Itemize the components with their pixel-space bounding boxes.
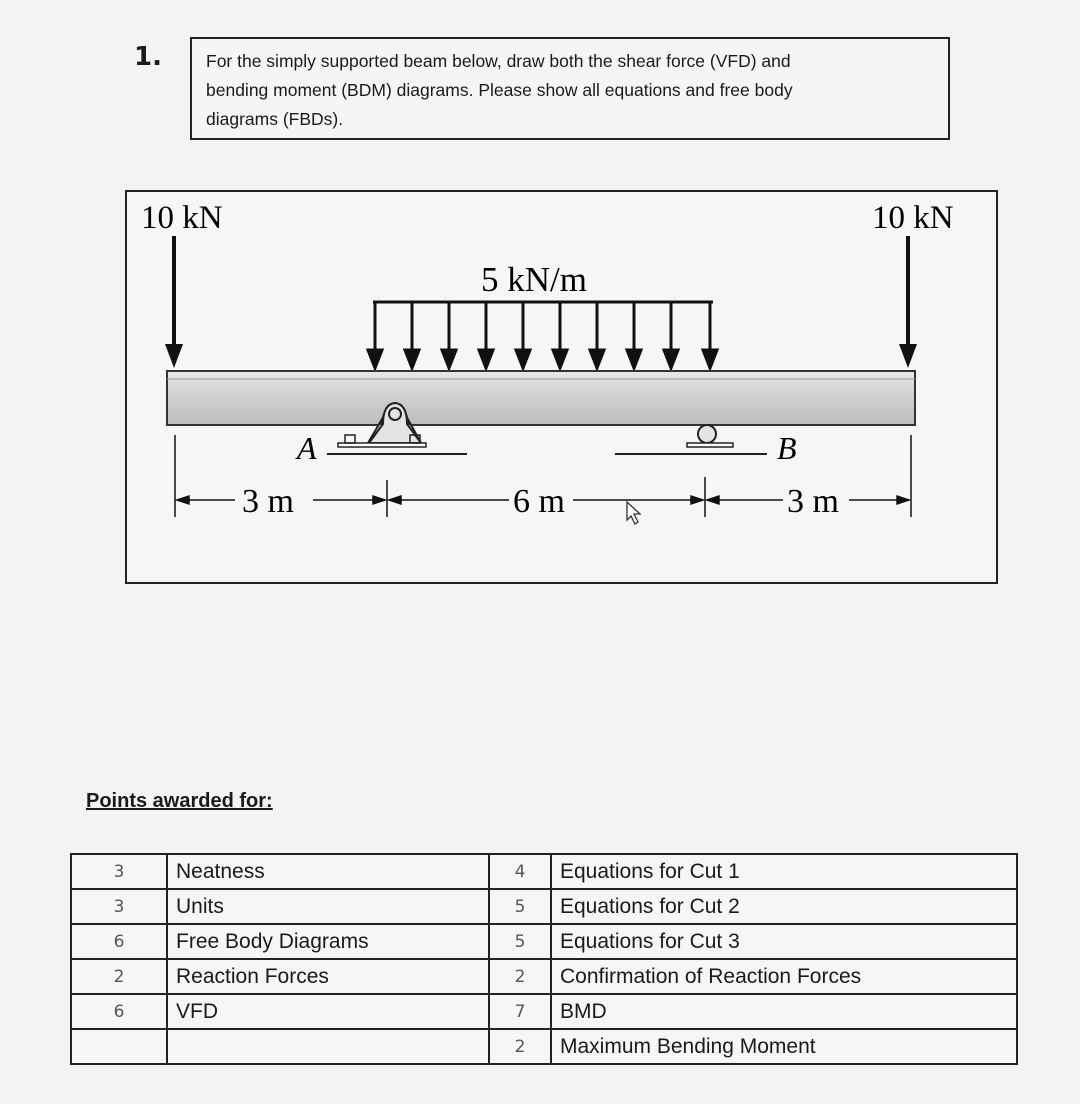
prompt-line: bending moment (BDM) diagrams. Please show all equations and free body	[206, 80, 793, 100]
points-value: 2	[489, 959, 551, 994]
prompt-line: diagrams (FBDs).	[206, 109, 344, 129]
right-load-label: 10 kN	[872, 200, 954, 236]
points-value: 2	[489, 1029, 551, 1064]
points-item: Equations for Cut 1	[551, 854, 1017, 889]
table-row	[71, 889, 541, 924]
table-row	[489, 889, 1017, 924]
points-value: 6	[71, 924, 167, 959]
table-row	[489, 1029, 1017, 1064]
support-b-label: B	[777, 430, 797, 466]
points-value: 5	[489, 924, 551, 959]
right-point-load-arrow	[899, 236, 917, 368]
table-row	[71, 854, 541, 889]
table-row	[71, 1029, 541, 1064]
table-row	[71, 959, 541, 994]
distributed-load-arrows	[368, 302, 717, 368]
points-item: Units	[167, 889, 541, 924]
support-a-label: A	[297, 430, 317, 466]
beam-diagram	[127, 192, 1000, 586]
points-value	[71, 1029, 167, 1064]
points-value: 3	[71, 854, 167, 889]
points-value: 3	[71, 889, 167, 924]
points-value: 2	[71, 959, 167, 994]
points-item: Maximum Bending Moment	[551, 1029, 1017, 1064]
points-item: BMD	[551, 994, 1017, 1029]
points-value: 5	[489, 889, 551, 924]
points-item: Free Body Diagrams	[167, 924, 541, 959]
dim-right-label: 3 m	[787, 483, 839, 520]
points-value: 4	[489, 854, 551, 889]
points-item: Reaction Forces	[167, 959, 541, 994]
question-number: 1.	[134, 42, 162, 72]
points-item: Confirmation of Reaction Forces	[551, 959, 1017, 994]
points-table-left	[70, 853, 542, 1065]
table-row	[489, 854, 1017, 889]
left-point-load-arrow	[165, 236, 183, 368]
table-row	[71, 924, 541, 959]
beam-figure	[125, 190, 998, 584]
prompt-line: For the simply supported beam below, draw both the shear force (VFD) and	[206, 51, 791, 71]
table-row	[489, 959, 1017, 994]
points-item: Neatness	[167, 854, 541, 889]
left-load-label: 10 kN	[141, 200, 223, 236]
distributed-load-label: 5 kN/m	[481, 260, 587, 299]
dim-middle-label: 6 m	[513, 483, 565, 520]
table-row	[71, 994, 541, 1029]
points-heading: Points awarded for:	[86, 790, 273, 812]
table-row	[489, 994, 1017, 1029]
cursor-icon	[627, 502, 640, 524]
points-item: Equations for Cut 3	[551, 924, 1017, 959]
points-item: Equations for Cut 2	[551, 889, 1017, 924]
points-table-right	[488, 853, 1018, 1065]
points-value: 7	[489, 994, 551, 1029]
points-item	[167, 1029, 541, 1064]
points-value: 6	[71, 994, 167, 1029]
table-row	[489, 924, 1017, 959]
points-item: VFD	[167, 994, 541, 1029]
dim-left-label: 3 m	[242, 483, 294, 520]
question-prompt	[190, 37, 950, 140]
roller-support-b	[615, 425, 767, 454]
